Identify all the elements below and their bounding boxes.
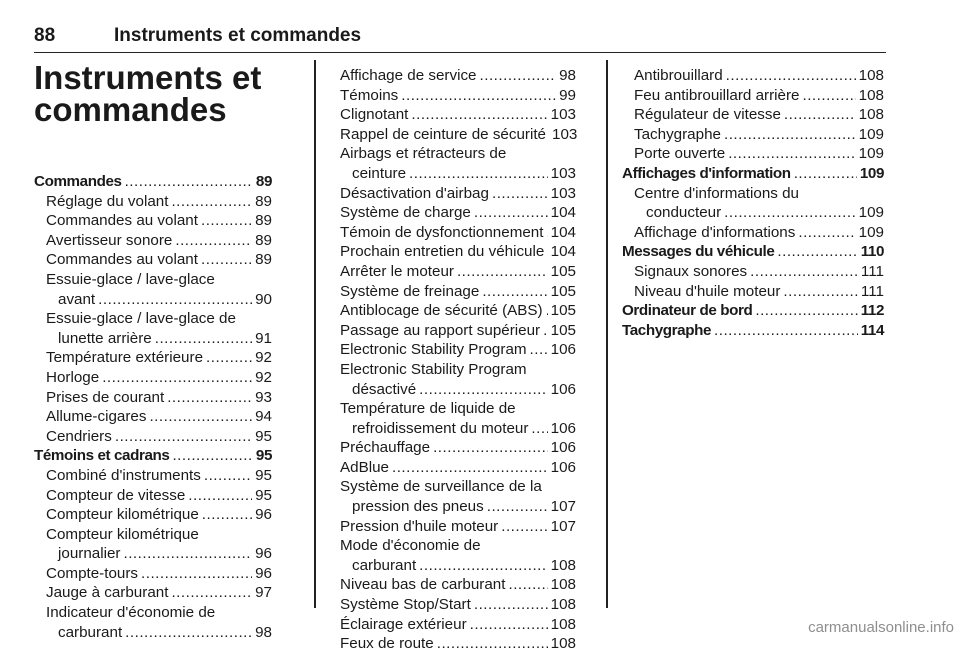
toc-entry-title: Préchauffage [340, 438, 430, 458]
toc-entry-page: 109 [859, 203, 884, 223]
toc-section-entry[interactable] [622, 321, 884, 341]
dot-leader [543, 321, 548, 341]
toc-entry-title: pression des pneus [352, 497, 484, 517]
toc-entry[interactable] [34, 486, 272, 506]
toc-entry-title: Commandes au volant [46, 250, 198, 270]
toc-entry-title: Horloge [46, 368, 99, 388]
toc-entry-title: Electronic Stability Program [340, 340, 527, 360]
toc-section-entry[interactable] [34, 172, 272, 192]
toc-entry[interactable] [34, 544, 272, 564]
toc-entry-page: 108 [859, 66, 884, 86]
toc-entry[interactable] [340, 66, 576, 86]
dot-leader [457, 262, 548, 282]
toc-entry[interactable] [340, 144, 576, 164]
toc-entry-page: 108 [551, 556, 576, 576]
toc-entry-page: 92 [255, 368, 272, 388]
toc-entry[interactable] [340, 301, 576, 321]
dot-leader [167, 388, 252, 408]
toc-entry-page: 106 [551, 380, 576, 400]
dot-leader [531, 419, 547, 439]
toc-entry[interactable] [340, 399, 576, 419]
toc-section-entry[interactable] [622, 301, 884, 321]
toc-entry-title: ceinture [352, 164, 406, 184]
toc-entry-title: Affichage d'informations [634, 223, 795, 243]
toc-entry-title: Centre d'informations du [634, 184, 799, 204]
toc-entry[interactable] [34, 348, 272, 368]
toc-entry-page: 106 [551, 438, 576, 458]
dot-leader [492, 184, 548, 204]
toc-entry-page: 103 [551, 105, 576, 125]
toc-entry-page: 107 [551, 517, 576, 537]
toc-entry-page: 95 [255, 427, 272, 447]
toc-entry[interactable] [340, 575, 576, 595]
toc-entry[interactable] [622, 66, 884, 86]
toc-entry[interactable] [34, 623, 272, 643]
dot-leader [149, 407, 252, 427]
toc-entry-title: Niveau bas de carburant [340, 575, 505, 595]
toc-entry-title: Indicateur d'économie de [46, 603, 215, 623]
toc-entry[interactable] [340, 184, 576, 204]
toc-entry-page: 111 [861, 262, 884, 282]
toc-entry-page: 112 [861, 301, 884, 321]
dot-leader [480, 66, 557, 86]
dot-leader [202, 505, 252, 525]
toc-entry-page: 105 [551, 282, 576, 302]
dot-leader [714, 321, 858, 341]
toc-entry[interactable] [340, 86, 576, 106]
toc-entry-title: Prises de courant [46, 388, 164, 408]
toc-entry-title: Température de liquide de [340, 399, 516, 419]
dot-leader [482, 282, 547, 302]
toc-entry-page: 96 [255, 505, 272, 525]
dot-leader [411, 105, 547, 125]
page-header [34, 22, 886, 53]
toc-entry[interactable] [34, 525, 272, 545]
toc-entry-page: 89 [255, 192, 272, 212]
toc-entry[interactable] [340, 203, 576, 223]
toc-entry-title: Commandes au volant [46, 211, 198, 231]
toc-entry-page: 98 [255, 623, 272, 643]
toc-entry-title: AdBlue [340, 458, 389, 478]
toc-entry-title: Combiné d'instruments [46, 466, 201, 486]
toc-entry-title: Système Stop/Start [340, 595, 471, 615]
toc-entry-title: Témoins et cadrans [34, 446, 169, 466]
toc-entry[interactable] [622, 282, 884, 302]
toc-entry[interactable] [340, 380, 576, 400]
toc-entry-title: Compteur kilométrique [46, 525, 199, 545]
toc-entry-title: lunette arrière [58, 329, 152, 349]
toc-entry-page: 111 [861, 282, 884, 302]
toc-entry-title: Témoins [340, 86, 398, 106]
toc-entry-title: Éclairage extérieur [340, 615, 467, 635]
toc-entry-title: Jauge à carburant [46, 583, 168, 603]
toc-column-2 [340, 66, 576, 654]
toc-entry[interactable] [34, 270, 272, 290]
chapter-title-line-2: commandes [34, 94, 304, 126]
toc-entry-title: Electronic Stability Program [340, 360, 527, 380]
toc-entry-title: Essuie-glace / lave-glace de [46, 309, 236, 329]
toc-column-3 [622, 66, 884, 340]
toc-entry[interactable] [340, 419, 576, 439]
toc-entry[interactable] [34, 309, 272, 329]
toc-entry-page: 97 [255, 583, 272, 603]
toc-entry[interactable] [34, 192, 272, 212]
toc-entry-page: 108 [551, 615, 576, 635]
toc-entry-title: désactivé [352, 380, 416, 400]
toc-entry-page: 95 [255, 486, 272, 506]
toc-entry-title: avant [58, 290, 95, 310]
toc-entry-title: refroidissement du moteur [352, 419, 528, 439]
toc-entry-title: Cendriers [46, 427, 112, 447]
toc-entry-title: Système de charge [340, 203, 471, 223]
dot-leader [409, 164, 548, 184]
toc-entry-title: Porte ouverte [634, 144, 725, 164]
toc-entry-page: 103 [552, 125, 577, 145]
dot-leader [755, 301, 857, 321]
toc-entry[interactable] [340, 242, 576, 262]
chapter-title-line-1: Instruments et [34, 62, 304, 94]
toc-entry-page: 95 [255, 466, 272, 486]
toc-entry-title: Affichage de service [340, 66, 477, 86]
toc-entry-page: 89 [255, 211, 272, 231]
toc-entry-title: Signaux sonores [634, 262, 747, 282]
toc-entry-page: 110 [861, 242, 884, 262]
toc-entry-title: Mode d'économie de [340, 536, 481, 556]
dot-leader [392, 458, 548, 478]
dot-leader [802, 86, 855, 106]
toc-entry-title: Système de surveillance de la [340, 477, 542, 497]
dot-leader [419, 556, 547, 576]
dot-leader [508, 575, 547, 595]
toc-entry-page: 89 [255, 250, 272, 270]
dot-leader [141, 564, 252, 584]
toc-entry-title: Commandes [34, 172, 122, 192]
toc-entry-title: Feux de route [340, 634, 434, 654]
toc-entry-title: Antibrouillard [634, 66, 723, 86]
toc-entry-page: 108 [551, 575, 576, 595]
toc-entry[interactable] [340, 438, 576, 458]
toc-entry-title: Compteur de vitesse [46, 486, 185, 506]
toc-entry-page: 89 [255, 231, 272, 251]
toc-entry[interactable] [622, 262, 884, 282]
toc-entry-page: 108 [859, 105, 884, 125]
toc-entry[interactable] [34, 250, 272, 270]
toc-entry-page: 98 [559, 66, 576, 86]
toc-entry-page: 93 [255, 388, 272, 408]
toc-entry-page: 96 [255, 544, 272, 564]
dot-leader [98, 290, 252, 310]
toc-entry[interactable] [34, 407, 272, 427]
toc-entry-title: Température extérieure [46, 348, 203, 368]
dot-leader [401, 86, 556, 106]
toc-entry[interactable] [34, 329, 272, 349]
toc-entry-page: 104 [551, 242, 576, 262]
dot-leader [433, 438, 548, 458]
toc-entry-page: 106 [551, 419, 576, 439]
toc-entry[interactable] [340, 517, 576, 537]
toc-entry[interactable] [34, 603, 272, 623]
toc-entry[interactable] [34, 290, 272, 310]
dot-leader [201, 211, 252, 231]
toc-entry-title: Compte-tours [46, 564, 138, 584]
toc-entry-title: carburant [58, 623, 122, 643]
dot-leader [123, 544, 252, 564]
toc-entry[interactable] [340, 536, 576, 556]
watermark: carmanualsonline.info [808, 619, 954, 636]
dot-leader [206, 348, 252, 368]
toc-entry-title: Allume-cigares [46, 407, 146, 427]
dot-leader [798, 223, 855, 243]
toc-entry-title: Compteur kilométrique [46, 505, 199, 525]
toc-entry-title: carburant [352, 556, 416, 576]
toc-entry-page: 91 [255, 329, 272, 349]
toc-entry-title: Airbags et rétracteurs de [340, 144, 506, 164]
dot-leader [125, 172, 253, 192]
toc-entry[interactable] [340, 282, 576, 302]
dot-leader [726, 66, 856, 86]
toc-entry-page: 109 [859, 223, 884, 243]
running-title: Instruments et commandes [114, 25, 361, 47]
toc-entry-page: 105 [551, 262, 576, 282]
toc-section-entry[interactable] [34, 446, 272, 466]
toc-entry[interactable] [34, 368, 272, 388]
dot-leader [470, 615, 548, 635]
dot-leader [724, 125, 856, 145]
toc-entry-title: Messages du véhicule [622, 242, 774, 262]
toc-entry-title: Antiblocage de sécurité (ABS) [340, 301, 543, 321]
toc-entry-title: Régulateur de vitesse [634, 105, 781, 125]
toc-entry[interactable] [34, 211, 272, 231]
toc-entry[interactable] [34, 466, 272, 486]
toc-entry[interactable] [622, 125, 884, 145]
dot-leader [171, 192, 252, 212]
toc-entry[interactable] [340, 497, 576, 517]
dot-leader [115, 427, 252, 447]
dot-leader [171, 583, 252, 603]
dot-leader [724, 203, 856, 223]
dot-leader [125, 623, 252, 643]
dot-leader [487, 497, 548, 517]
toc-entry[interactable] [340, 262, 576, 282]
dot-leader [102, 368, 252, 388]
dot-leader [784, 105, 856, 125]
toc-entry-title: Niveau d'huile moteur [634, 282, 780, 302]
toc-section-entry[interactable] [622, 164, 884, 184]
toc-entry-page: 108 [551, 595, 576, 615]
toc-entry-page: 109 [859, 125, 884, 145]
toc-entry-page: 103 [551, 184, 576, 204]
toc-entry[interactable] [340, 105, 576, 125]
toc-entry-title: Feu antibrouillard arrière [634, 86, 799, 106]
toc-entry-title: Clignotant [340, 105, 408, 125]
toc-entry[interactable] [34, 505, 272, 525]
dot-leader [777, 242, 857, 262]
dot-leader [474, 203, 548, 223]
toc-entry-page: 94 [255, 407, 272, 427]
toc-entry-title: Affichages d'information [622, 164, 791, 184]
toc-entry-page: 106 [551, 340, 576, 360]
toc-entry-page: 90 [255, 290, 272, 310]
chapter-title [34, 62, 304, 126]
toc-entry-page: 106 [551, 458, 576, 478]
toc-entry-title: journalier [58, 544, 120, 564]
toc-entry-page: 104 [551, 223, 576, 243]
toc-entry-page: 89 [256, 172, 272, 192]
dot-leader [750, 262, 858, 282]
toc-entry-page: 99 [559, 86, 576, 106]
toc-entry-page: 103 [551, 164, 576, 184]
toc-entry[interactable] [340, 360, 576, 380]
toc-entry[interactable] [622, 105, 884, 125]
toc-entry[interactable] [340, 223, 576, 243]
toc-entry-title: Témoin de dysfonctionnement [340, 223, 543, 243]
toc-column-1 [34, 172, 272, 642]
toc-entry[interactable] [340, 340, 576, 360]
toc-entry-page: 96 [255, 564, 272, 584]
toc-entry[interactable] [340, 458, 576, 478]
dot-leader [172, 446, 252, 466]
toc-entry-page: 109 [860, 164, 884, 184]
column-divider [314, 60, 316, 608]
toc-entry-title: Système de freinage [340, 282, 479, 302]
dot-leader [188, 486, 252, 506]
dot-leader [175, 231, 252, 251]
dot-leader [794, 164, 857, 184]
toc-entry[interactable] [34, 427, 272, 447]
toc-entry[interactable] [34, 583, 272, 603]
toc-entry[interactable] [340, 634, 576, 654]
toc-entry-title: Arrêter le moteur [340, 262, 454, 282]
toc-entry-page: 95 [256, 446, 272, 466]
dot-leader [437, 634, 548, 654]
dot-leader [783, 282, 857, 302]
toc-entry[interactable] [34, 231, 272, 251]
toc-entry[interactable] [340, 125, 576, 145]
toc-entry[interactable] [622, 203, 884, 223]
dot-leader [155, 329, 252, 349]
toc-entry[interactable] [340, 556, 576, 576]
toc-entry-title: Réglage du volant [46, 192, 168, 212]
toc-entry-title: conducteur [646, 203, 721, 223]
toc-entry-page: 108 [551, 634, 576, 654]
toc-entry-page: 105 [551, 321, 576, 341]
dot-leader [474, 595, 548, 615]
toc-entry[interactable] [340, 321, 576, 341]
dot-leader [501, 517, 547, 537]
toc-entry[interactable] [34, 388, 272, 408]
toc-entry[interactable] [622, 86, 884, 106]
toc-entry-page: 109 [859, 144, 884, 164]
toc-entry[interactable] [622, 144, 884, 164]
page-number: 88 [34, 25, 55, 47]
dot-leader [728, 144, 855, 164]
toc-entry-title: Tachygraphe [622, 321, 711, 341]
toc-entry-title: Avertisseur sonore [46, 231, 172, 251]
toc-entry-page: 114 [861, 321, 884, 341]
toc-entry[interactable] [340, 477, 576, 497]
toc-entry-page: 92 [255, 348, 272, 368]
toc-entry-title: Essuie-glace / lave-glace [46, 270, 215, 290]
toc-entry[interactable] [340, 164, 576, 184]
toc-entry-page: 104 [551, 203, 576, 223]
toc-entry-page: 107 [551, 497, 576, 517]
toc-entry[interactable] [340, 615, 576, 635]
toc-entry[interactable] [622, 223, 884, 243]
toc-section-entry[interactable] [622, 242, 884, 262]
toc-entry-title: Prochain entretien du véhicule [340, 242, 544, 262]
toc-entry-title: Rappel de ceinture de sécurité [340, 125, 546, 145]
toc-entry-title: Ordinateur de bord [622, 301, 752, 321]
dot-leader [530, 340, 548, 360]
toc-entry-title: Passage au rapport supérieur [340, 321, 540, 341]
toc-entry-page: 108 [859, 86, 884, 106]
dot-leader [419, 380, 547, 400]
toc-entry[interactable] [340, 595, 576, 615]
column-divider [606, 60, 608, 608]
dot-leader [204, 466, 252, 486]
toc-entry-page: 105 [551, 301, 576, 321]
toc-entry[interactable] [622, 184, 884, 204]
dot-leader [546, 301, 548, 321]
toc-entry-title: Pression d'huile moteur [340, 517, 498, 537]
dot-leader [201, 250, 252, 270]
toc-entry-title: Tachygraphe [634, 125, 721, 145]
toc-entry[interactable] [34, 564, 272, 584]
dot-leader [546, 223, 547, 243]
toc-entry-title: Désactivation d'airbag [340, 184, 489, 204]
